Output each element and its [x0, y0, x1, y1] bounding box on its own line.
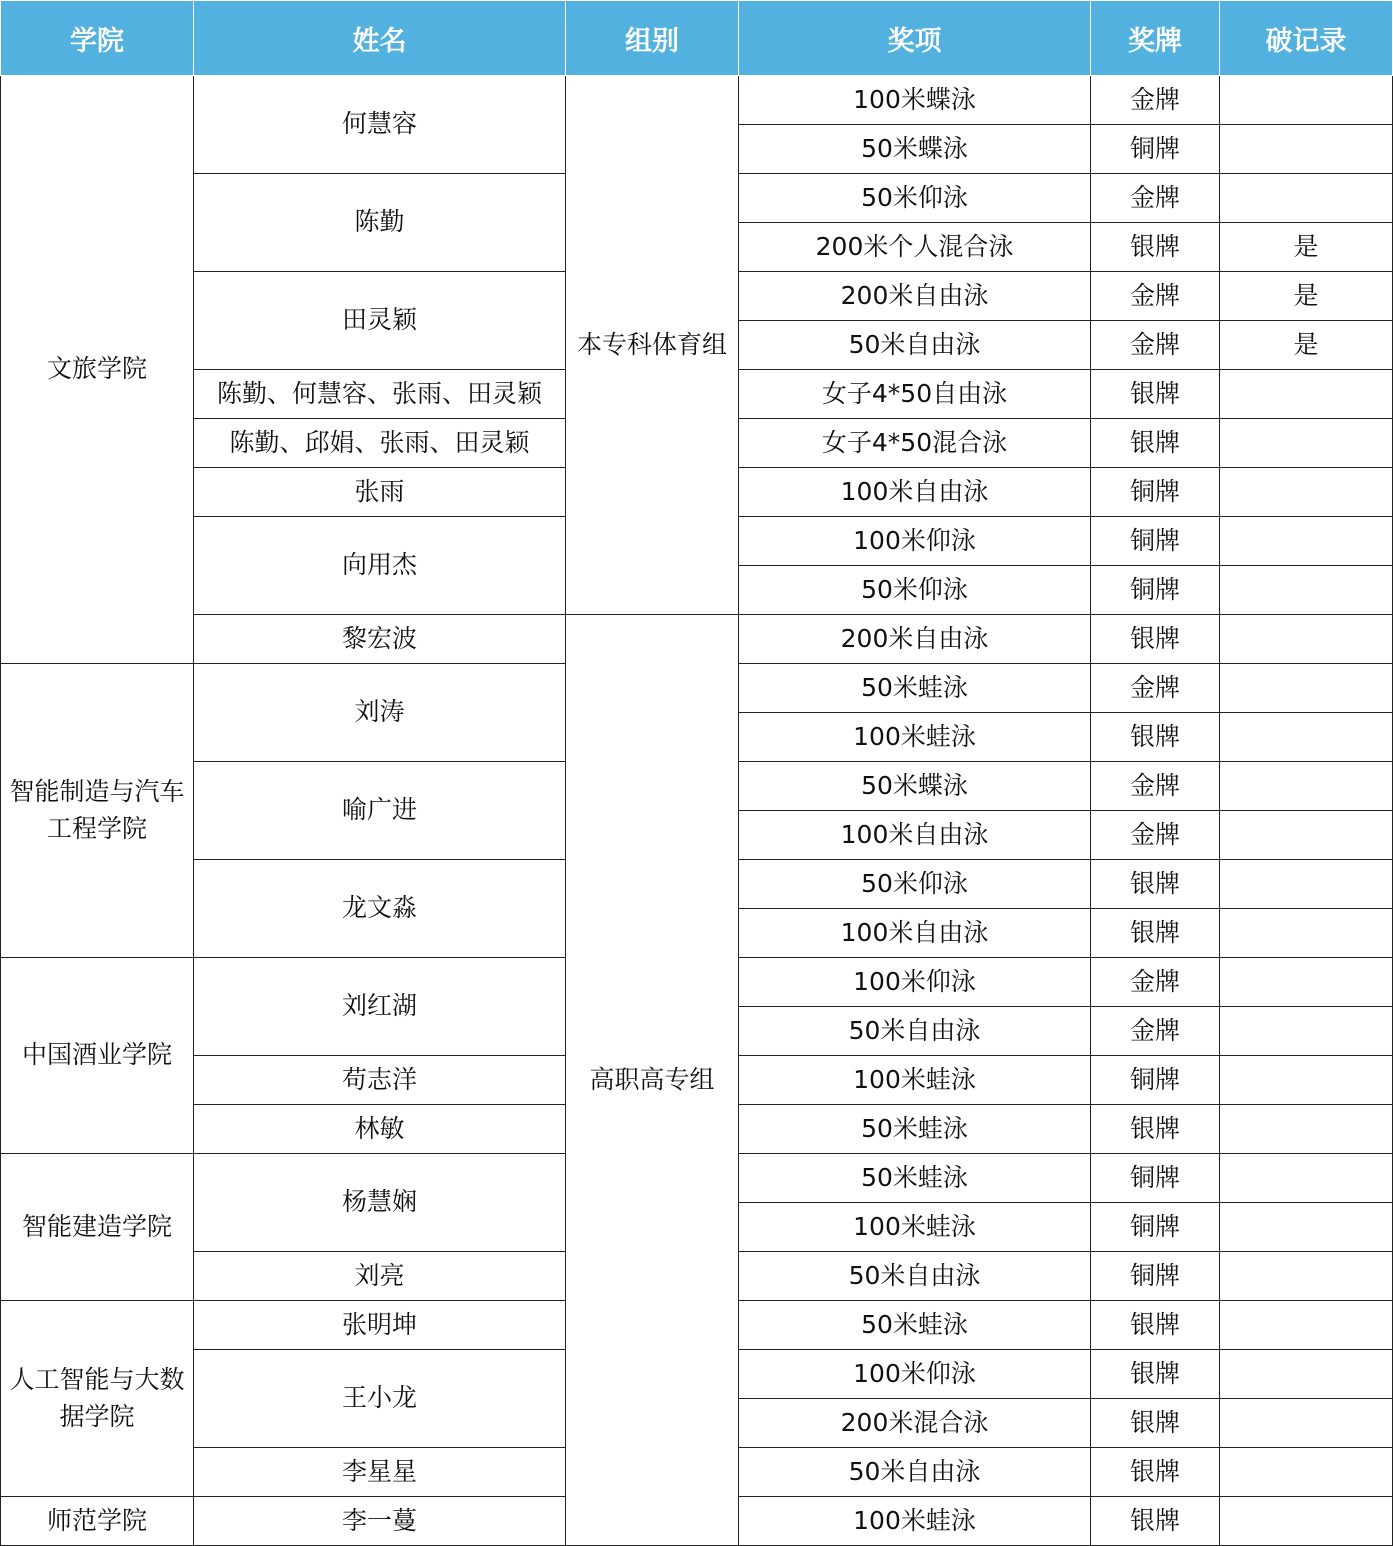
event-cell: 50米仰泳 [739, 566, 1091, 615]
athlete-name-cell: 田灵颖 [194, 272, 566, 370]
medal-cell: 银牌 [1091, 713, 1220, 762]
event-cell: 100米自由泳 [739, 811, 1091, 860]
event-cell: 50米自由泳 [739, 1448, 1091, 1497]
college-cell: 师范学院 [1, 1497, 194, 1546]
header-medal: 奖牌 [1091, 1, 1220, 76]
record-cell [1220, 1301, 1393, 1350]
athlete-name-cell: 李一蔓 [194, 1497, 566, 1546]
record-cell [1220, 1056, 1393, 1105]
athlete-name-cell: 苟志洋 [194, 1056, 566, 1105]
record-cell [1220, 615, 1393, 664]
medal-cell: 铜牌 [1091, 125, 1220, 174]
group-cell: 本专科体育组 [566, 76, 739, 615]
record-cell [1220, 664, 1393, 713]
medal-cell: 金牌 [1091, 1007, 1220, 1056]
event-cell: 200米个人混合泳 [739, 223, 1091, 272]
athlete-name-cell: 李星星 [194, 1448, 566, 1497]
medal-cell: 金牌 [1091, 762, 1220, 811]
college-cell: 人工智能与大数据学院 [1, 1301, 194, 1497]
header-group: 组别 [566, 1, 739, 76]
medal-cell: 银牌 [1091, 1105, 1220, 1154]
college-cell: 文旅学院 [1, 76, 194, 664]
event-cell: 100米仰泳 [739, 1350, 1091, 1399]
table-body [1, 76, 1393, 1546]
record-cell [1220, 909, 1393, 958]
record-cell [1220, 76, 1393, 125]
medal-cell: 银牌 [1091, 1399, 1220, 1448]
event-cell: 100米蛙泳 [739, 1497, 1091, 1546]
event-cell: 50米自由泳 [739, 1252, 1091, 1301]
event-cell: 100米仰泳 [739, 958, 1091, 1007]
event-cell: 50米自由泳 [739, 321, 1091, 370]
record-cell: 是 [1220, 272, 1393, 321]
event-cell: 100米蛙泳 [739, 713, 1091, 762]
event-cell: 50米蝶泳 [739, 762, 1091, 811]
record-cell [1220, 174, 1393, 223]
medal-cell: 银牌 [1091, 223, 1220, 272]
athlete-name-cell: 杨慧娴 [194, 1154, 566, 1252]
medal-cell: 金牌 [1091, 811, 1220, 860]
header-row [1, 1, 1393, 76]
athlete-name-cell: 黎宏波 [194, 615, 566, 664]
athlete-name-cell: 刘涛 [194, 664, 566, 762]
record-cell [1220, 1350, 1393, 1399]
athlete-name-cell: 龙文淼 [194, 860, 566, 958]
header-event: 奖项 [739, 1, 1091, 76]
medal-cell: 金牌 [1091, 174, 1220, 223]
group-cell: 高职高专组 [566, 615, 739, 1546]
record-cell [1220, 1399, 1393, 1448]
table-header [1, 1, 1393, 76]
record-cell [1220, 860, 1393, 909]
record-cell [1220, 762, 1393, 811]
event-cell: 100米蝶泳 [739, 76, 1091, 125]
event-cell: 100米仰泳 [739, 517, 1091, 566]
record-cell [1220, 1252, 1393, 1301]
table-row [1, 615, 1393, 664]
medal-cell: 铜牌 [1091, 1154, 1220, 1203]
event-cell: 200米混合泳 [739, 1399, 1091, 1448]
event-cell: 女子4*50混合泳 [739, 419, 1091, 468]
event-cell: 女子4*50自由泳 [739, 370, 1091, 419]
medal-cell: 铜牌 [1091, 1252, 1220, 1301]
athlete-name-cell: 张明坤 [194, 1301, 566, 1350]
athlete-name-cell: 何慧容 [194, 76, 566, 174]
athlete-name-cell: 刘亮 [194, 1252, 566, 1301]
athlete-name-cell: 林敏 [194, 1105, 566, 1154]
athlete-name-cell: 张雨 [194, 468, 566, 517]
record-cell [1220, 125, 1393, 174]
medal-cell: 银牌 [1091, 615, 1220, 664]
header-name: 姓名 [194, 1, 566, 76]
record-cell [1220, 370, 1393, 419]
medal-cell: 银牌 [1091, 1301, 1220, 1350]
header-college: 学院 [1, 1, 194, 76]
record-cell [1220, 1007, 1393, 1056]
medal-cell: 银牌 [1091, 419, 1220, 468]
record-cell [1220, 517, 1393, 566]
medal-cell: 金牌 [1091, 958, 1220, 1007]
medal-cell: 银牌 [1091, 1350, 1220, 1399]
event-cell: 50米仰泳 [739, 860, 1091, 909]
event-cell: 50米蛙泳 [739, 1301, 1091, 1350]
record-cell [1220, 811, 1393, 860]
header-record: 破记录 [1220, 1, 1393, 76]
event-cell: 50米蝶泳 [739, 125, 1091, 174]
record-cell: 是 [1220, 223, 1393, 272]
record-cell [1220, 1105, 1393, 1154]
athlete-name-cell: 喻广进 [194, 762, 566, 860]
medal-cell: 银牌 [1091, 909, 1220, 958]
event-cell: 100米蛙泳 [739, 1203, 1091, 1252]
event-cell: 200米自由泳 [739, 615, 1091, 664]
record-cell [1220, 1203, 1393, 1252]
record-cell [1220, 419, 1393, 468]
college-cell: 智能制造与汽车工程学院 [1, 664, 194, 958]
event-cell: 50米蛙泳 [739, 664, 1091, 713]
medal-cell: 金牌 [1091, 664, 1220, 713]
record-cell [1220, 1497, 1393, 1546]
medal-cell: 铜牌 [1091, 468, 1220, 517]
medal-cell: 银牌 [1091, 1497, 1220, 1546]
athlete-name-cell: 陈勤 [194, 174, 566, 272]
record-cell [1220, 958, 1393, 1007]
event-cell: 50米蛙泳 [739, 1154, 1091, 1203]
event-cell: 100米自由泳 [739, 468, 1091, 517]
record-cell [1220, 1448, 1393, 1497]
medal-cell: 银牌 [1091, 370, 1220, 419]
medal-cell: 银牌 [1091, 1448, 1220, 1497]
medal-cell: 铜牌 [1091, 566, 1220, 615]
event-cell: 50米仰泳 [739, 174, 1091, 223]
college-cell: 智能建造学院 [1, 1154, 194, 1301]
event-cell: 50米蛙泳 [739, 1105, 1091, 1154]
record-cell [1220, 1154, 1393, 1203]
athlete-name-cell: 刘红湖 [194, 958, 566, 1056]
event-cell: 100米蛙泳 [739, 1056, 1091, 1105]
medal-cell: 铜牌 [1091, 517, 1220, 566]
event-cell: 100米自由泳 [739, 909, 1091, 958]
medal-cell: 金牌 [1091, 76, 1220, 125]
record-cell [1220, 468, 1393, 517]
event-cell: 200米自由泳 [739, 272, 1091, 321]
record-cell: 是 [1220, 321, 1393, 370]
medal-cell: 银牌 [1091, 860, 1220, 909]
record-cell [1220, 713, 1393, 762]
athlete-name-cell: 陈勤、邱娟、张雨、田灵颖 [194, 419, 566, 468]
table-row [1, 76, 1393, 125]
college-cell: 中国酒业学院 [1, 958, 194, 1154]
record-cell [1220, 566, 1393, 615]
medal-cell: 金牌 [1091, 321, 1220, 370]
medal-cell: 铜牌 [1091, 1203, 1220, 1252]
athlete-name-cell: 向用杰 [194, 517, 566, 615]
medal-cell: 金牌 [1091, 272, 1220, 321]
athlete-name-cell: 王小龙 [194, 1350, 566, 1448]
athlete-name-cell: 陈勤、何慧容、张雨、田灵颖 [194, 370, 566, 419]
event-cell: 50米自由泳 [739, 1007, 1091, 1056]
medal-cell: 铜牌 [1091, 1056, 1220, 1105]
